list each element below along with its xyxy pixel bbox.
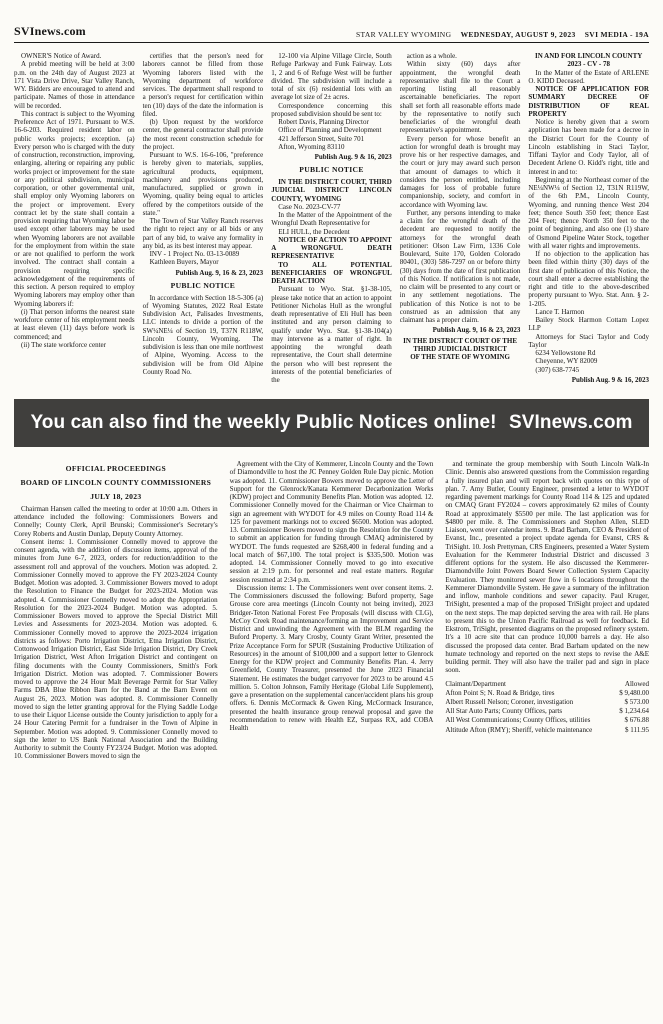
proceedings-column-2 [230, 460, 434, 761]
text-paragraph: Robert Davis, Planning Director [278, 118, 369, 126]
dateline-edition: SVI MEDIA - 19A [584, 30, 649, 39]
text-paragraph: This contract is subject to the Wyoming Preference Act of 1971. Pursuant to W.S. 16-6-203. Required resident labor on public works projects; exception. (a) Every person who is charged with the duty of construction, reconstruction, improving, enlarging, altering or repairing any public works project or improvement for the state or any political subdivision, municipal corporation, or other governmental unit, shall employ only Wyoming laborers on the project or improvement. Every contract let by the state shall contain a provision requiring that Wyoming labor be used except other laborers may be used when Wyoming laborers are not available for the employment from within the state or are not qualified to perform the work involved. The contract shall contain a provision requiring specific acknowledgement of the requirements of this section. A person required to employ Wyoming laborers may employ other than Wyoming laborers if: [14, 109, 135, 308]
claims-header-allowed: Allowed [624, 679, 650, 688]
text-paragraph: Chairman Hansen called the meeting to order at 10:00 a.m. Others in attendance included the following: Commissioners Bowers and Connelly; County Clerk, April Brunski; Commissioner's Secretary's Corey Roberts and Austin Dunlap, Deputy County Attorney. [14, 504, 218, 538]
dateline-date: WEDNESDAY, AUGUST 9, 2023 [460, 30, 576, 39]
text-paragraph: A prebid meeting will be held at 3:00 p.m. on the 24th day of August 2023 at 171 Vista Drive Drive, Star Valley Ranch, WY. Bidders are encouraged to attend and participate. Names of those in attendance will be recorded. [14, 60, 135, 110]
claims-header-claimant: Claimant/Department [445, 679, 506, 688]
text-paragraph: certifies that the person's need for laborers cannot be filled from those Wyoming laborers listed with the Wyoming department of workforce services. The department shall respond to a person's request for certification within ten (10) days of the date the information is filed. [142, 52, 264, 118]
notice-column-5 [528, 52, 649, 386]
text-paragraph: Pursuant to Wyo. Stat. §1-38-105, please take notice that an action to appoint Petitioner Nicholas Hull as the wrongful death representative of Eli Hull has been instituted and any person claiming to qualify under Wyo. Stat. §1-38-104(a) may intervene as a matter of right. In appointing the wrongful death representative, the Court shall determine the person who will best represent the interests of the potential beneficiaries of the [271, 285, 392, 385]
banner-message: You can also find the weekly Public Notices online! [30, 412, 497, 433]
dateline-location: STAR VALLEY WYOMING [355, 30, 452, 39]
publish-line: Publish Aug. 9, 16 & 23, 2023 [175, 268, 264, 277]
banner-site-url: SVInews.com [508, 412, 633, 433]
text-paragraph: In accordance with Section 18-5-306 (a) of Wyoming Statutes, 2022 Real Estate Subdivision Act, Palisades Investments, LLC intends to divide a portion of the SW¼NE¼ of Section 19, T37N R118W, Lincoln County, Wyoming. The subdivision is less than one mile northwest of Alpine, Wyoming. Access to the subdivision will be from Old Alpine County Road No. [142, 293, 264, 376]
text-paragraph: 6234 Yellowstone Rd [535, 349, 596, 357]
text-paragraph: Beginning at the Northeast corner of the NE¼NW¼ of Section 12, T31N R119W, of the 6th P.M., Lincoln County, Wyoming, and running thence West 204 feet; thence South 350 feet; thence East 204 Feet; thence North 350 feet to the point of beginning, and also one (1) share of Osmond Pipeline Water Stock, together with all water rights and improvements. [528, 175, 649, 250]
text-paragraph: 12-100 via Alpine Village Circle, South Refuge Parkway and Funk Fairway. Lots 1, 2 and 6 of Refuge West will be further divided. The subdivision will include a total of six (6) residential lots with an average lot size of 2± acres. [271, 52, 392, 102]
text-paragraph: IN THE DISTRICT COURT OF THE THIRD JUDICIAL DISTRICT [403, 336, 518, 353]
publish-line: Publish Aug. 9 & 16, 2023 [571, 375, 649, 384]
claim-name: Afton Point S; N. Road & Bridge, tires [445, 688, 555, 697]
notice-column-1 [14, 52, 135, 386]
text-paragraph: NOTICE OF ACTION TO APPOINT A WRONGFUL DEATH REPRESENTATIVE [271, 235, 392, 261]
text-paragraph: Afton, Wyoming 83110 [278, 142, 345, 151]
text-paragraph: Kathleen Buyers, Mayor [149, 258, 219, 267]
claim-row [445, 726, 649, 735]
text-paragraph: In the Matter of the Appointment of the Wrongful Death Representative for [271, 211, 392, 228]
text-paragraph: Consent items: 1. Commissioner Connelly moved to approve the consent agenda, with the addition of discussion items, approval of the minutes from June 6-7, 2023, orders for reduction/addition to the assessment roll and approval of the vouchers. Motion was adopted. 2. Commissioner Connelly moved to approve the FY 2023-2024 County Budget. Motion was adopted. 3. Commissioner Bowers moved to adopt the Resolution to Finance the Budget for 2023-2024. Motion was adopted. 4. Commissioner Connelly moved to adopt the Appropriation Resolution for the 2023-2024 Budget. Motion was adopted. 5. Commissioner Bowers moved to approve the Special District Mill Levies and Assessments for 2023-2034. Motion was adopted. 6. Commissioner Connelly moved to approve the 2023-2024 irrigation districts as follows: Porto Irrigation District, Etna Irrigation District, Cottonwood Irrigation District, East Side Irrigation District, Dry Creek Irrigation District, West Afton Irrigation District and contingent on filing documents with the County Commissioners, Smith's Fork Irrigation District. Motion was adopted. 7. Commissioner Bowers moved to approve the 24 Hour Malt Beverage Permit for Star Valley Farms DBA Blue Ribbon Barn for the Band at the Barn Event on August 26, 2023. Motion was adopted. 8. Commissioner Connelly moved to sign the letter granting approval for the Flying Saddle Lodge to use their Liquor License outside the County jurisdiction to apply for a 24 Hour Catering Permit for a fundraiser in the Town of Alpine in September. Motion was adopted. 9. Commissioner Connelly moved to sign the letter to US Bank National Association and the Building Authority to submit the County FY23/24 Budget. Motion was adopted. 10. Commissioner Bowers moved to sign the [14, 537, 218, 761]
claim-name: Altitude Afton (RMY); Sheriff, vehicle maintenance [445, 725, 593, 734]
claim-amount: $ 676.88 [624, 716, 650, 725]
claim-name: Albert Russell Nelson; Coroner, investigation [445, 697, 574, 706]
notice-column-3 [271, 52, 392, 386]
text-paragraph: ELI HULL, the Decedent [278, 227, 350, 236]
section-heading: PUBLIC NOTICE [299, 165, 364, 175]
text-paragraph: IN AND FOR LINCOLN COUNTY [535, 52, 643, 60]
claim-row [445, 716, 649, 725]
claim-amount: $ 111.95 [625, 725, 650, 734]
claim-amount: $ 1,234.64 [619, 707, 650, 716]
text-paragraph: (i) That person informs the nearest state workforce center of his employment needs at least eleven (11) days before work is commenced; and [14, 307, 135, 341]
public-notices-section [14, 52, 649, 386]
claim-name: All Star Auto Parts; County Offices, parts [445, 707, 563, 716]
section-heading: OFFICIAL PROCEEDINGS [65, 464, 166, 473]
claim-row [445, 707, 649, 716]
site-logo: SVInews.com [14, 24, 86, 38]
section-heading: JULY 18, 2023 [90, 491, 142, 501]
text-paragraph: Cheyenne, WY 82009 [535, 357, 598, 366]
text-paragraph: Case No. 2023-CV-77 [278, 202, 341, 211]
header-rule [14, 42, 649, 43]
text-paragraph: Further, any persons intending to make a claim for the wrongful death of the decedent are requested to notify the attorneys for the wrongful death petitioner: Olson Law Firm, 1336 Cole Boulevard, Suite 170, Golden Colorado 80401, (303) 586-7297 on or before thirty (30) days from the date of first publication of this Notice. If notification is not made, no claim will be presented to any court or in any settlement negotiations. The publication of this Notice is not to be construed as an admission that any claimant has a proper claim. [399, 208, 521, 324]
text-paragraph: Within sixty (60) days after appointment, the wrongful death representative shall file to the Court a reporting listing all reasonably ascertainable beneficiaries. The report shall set forth all reasonable efforts made by the representative to notify such beneficiaries of the wrongful death representative's appointment. [399, 60, 521, 135]
text-paragraph: INV - 1 Project No. 03-13-0089 [149, 250, 240, 258]
text-paragraph: Notice is hereby given that a sworn application has been made for a decree in the District Court for the County of Lincoln establishing in Staci Taylor, Tiffani Taylor and Cody Taylor, all of Decedent Arlene O. Kidd's right, title and interest in and to: [528, 118, 649, 176]
text-paragraph: Discussion items: 1. The Commissioners went over consent items. 2. The Commissioners discussed the following: Buford property, Sage Grouse core area meetings (Lincoln County not being invited), 2023 Bridger-Teton National Forest Fee Proposals (will discuss with CLG), McCoy Creek Road maintenance/forming an Improvement and Service District and unwinding the Agreement with the BLM regarding the Buford Property. 3. Mary Crosby, County Grant Writer, presented the Prize Acceptance Form for SPUR (Sustaining Productive Utilization of Resources) in the amount of $100,000 and a support letter to Glenrock Energy for the KDW project and Community Benefits Plan. 4. Jerry Greenfield, County Treasurer, presented the June 2023 Financial Statement. He estimates the budget carryover for 2023 to be around 4.5 million. 5. Colton Johnson, Family Heritage (Global Life Supplement), gave a presentation on the supplemental cancer/accident plans his group offers. 6. Dennis McCormack & Gwen King, McCormack Insurance, presented the health insurance group renewal proposal and gave the recommendation to renew with Health EZ, Surpass RX, add COBA Health [229, 583, 434, 732]
text-paragraph: (307) 638-7745 [535, 365, 580, 374]
text-paragraph: Pursuant to W.S. 16-6-106, "preference is hereby given to materials, supplies, agricultural products, equipment, machinery and provisions produced, manufactured, supplied or grown in Wyoming, quality being equal to articles offered by the competitors outside of the state." [142, 151, 264, 217]
text-paragraph: Office of Planning and Development [278, 126, 382, 135]
text-paragraph: Correspondence concerning this proposed subdivision should be sent to: [271, 101, 392, 118]
section-heading: BOARD OF LINCOLN COUNTY COMMISSIONERS [20, 477, 212, 487]
publish-line: Publish Aug. 9, 16 & 23, 2023 [432, 326, 521, 335]
text-paragraph: If no objection to the application has been filed within thirty (30) days of the first date of publication of this Notice, the court shall enter a decree establishing the right and title to the above-described property pursuant to Wyo. Stat. Ann. § 2-1-205. [528, 250, 649, 308]
claims-table [445, 680, 649, 735]
county-proceedings-section [14, 460, 649, 761]
notice-column-4 [400, 52, 521, 386]
text-paragraph: action as a whole. [406, 52, 457, 60]
claim-row [445, 689, 649, 698]
text-paragraph: Attorneys for Staci Taylor and Cody Taylor [528, 332, 649, 349]
text-paragraph: Lance T. Harmon [535, 307, 585, 316]
claim-amount: $ 9,480.00 [619, 688, 650, 697]
text-paragraph: Bailey Stock Harmon Cottam Lopez LLP [528, 316, 649, 333]
text-paragraph: NOTICE OF APPLICATION FOR SUMMARY DECREE OF DISTRIBUTION OF REAL PROPERTY [528, 85, 649, 118]
claims-rows [445, 689, 649, 735]
section-heading: PUBLIC NOTICE [170, 280, 236, 290]
dateline [356, 30, 649, 39]
text-paragraph: (b) Upon request by the workforce center, the general contractor shall provide the most recent construction schedule for the project. [142, 118, 264, 151]
text-paragraph: The Town of Star Valley Ranch reserves the right to reject any or all bids or any part of any bid, to waive any formality in any bid, as its best interest may appear. [142, 217, 264, 250]
claim-amount: $ 573.00 [624, 697, 650, 706]
masthead [14, 24, 649, 42]
text-paragraph: Every person for whose benefit an action for wrongful death is brought may prove his or her respective damages, and the court or jury may award such person that amount of damages to which it considers the person entitled, including damages for loss of probable future companionship, society, and comfort in accordance with Wyoming law. [399, 134, 521, 209]
text-paragraph: 421 Jefferson Street, Suite 701 [278, 134, 365, 143]
proceedings-column-1 [14, 460, 218, 761]
notice-column-2 [143, 52, 264, 386]
claim-row [445, 698, 649, 707]
text-paragraph: OF THE STATE OF WYOMING [410, 353, 510, 361]
text-paragraph: 2023 - CV - 78 [567, 60, 610, 69]
text-paragraph: IN THE DISTRICT COURT, THIRD JUDICIAL DISTRICT LINCOLN COUNTY, WYOMING [271, 178, 392, 203]
claim-name: All West Communications; County Offices, utilities [445, 716, 591, 725]
proceedings-column-3 [445, 460, 649, 761]
text-paragraph: Agreement with the City of Kemmerer, Lincoln County and the Town of Diamondville to host the JC Penney Golden Rule Day picnic. Motion was adopted. 11. Commissioner Bowers moved to approve the Letter of Support for the Glenrock/Kanata Kemmerer Decarbonization Works (KDW) project and Community Benefits Plan. Motion was adopted. 12. Commissioner Connelly moved for the Chairman or Vice Chairman to sign an agreement with WYDOT for 4.9 miles on County Road 114 & 125 for pavement markings not to exceed $6500. Motion was adopted. 13. Commissioner Bowers moved to sign the Resolution for the County to submit an application for funding through CMAQ administered by WYDOT. The funds requested are $268,400 in federal funding and a local match of $67,100. The total project is $335,500. Motion was adopted. 14. Commissioner Connelly moved to go into executive session at 2:19 p.m. for personnel and real estate matters. Regular session resumed at 2:34 p.m. [229, 460, 434, 584]
public-notices-online-banner [14, 399, 649, 447]
text-paragraph: In the Matter of the Estate of ARLENE O. KIDD Deceased. [528, 68, 649, 85]
text-paragraph: (ii) The state workforce center [21, 340, 106, 349]
claims-table-header [445, 680, 649, 689]
proceedings-column-3-text [445, 460, 649, 675]
text-paragraph: OWNER'S Notice of Award. [21, 52, 102, 60]
text-paragraph: and terminate the group membership with South Lincoln Walk-In Clinic. Dennis also answered questions from the Commission regarding a fully insured plan and will report back with quotes on this type of plan. 7. Amy Butler, County Engineer, presented a letter to WYDOT regarding pavement markings for County Road 114 & 125 and updated on CMAQ Grant FY2024 – covers approximately 62 miles of County Road at approximately $5500 per mile. The last application was for $4800 per mile. 8. The Commissioners and Stephen Allen, SLED Liaison, went over calendar items. 9. Brad Barham, CEO & President of Evanst, Inc., presented a project update agenda for Evanst, CRS & TriSight. 10. Josh Prettyman, CRS Engineers, presented a Water System Evaluation for the Kemmerer Industrial District and discussed 3 different options for the system. He also discussed the Kemmerer-Diamondville Joint Powers Board Sewer Collection System Capacity Evaluation. They monitored sewer flow in 6 locations throughout the Kemmerer Diamondville System. He gave a summary of the infiltration and inflow, manhole conditions and sewer capacity. Paul Kruger, TriSight, presented a map of the proposed TriSight project and updated on the next steps. The map depicted serving the area with rail. He plans to present this to the Union Pacific Railroad as well for feedback. Ed Ekstrom, TriSight, presented diagrams on the proposed refinery system. It's a 10 acre site that can produce 10,000 barrels a day. He also discussed the proposed data center. Brad Barham updated on the new humate technology and reported on the next steps to revise the A&E building permit. They will also have the trailer pad and sign in place soon. [445, 460, 650, 675]
publish-line: Publish Aug. 9 & 16, 2023 [314, 153, 392, 161]
text-paragraph: TO ALL POTENTIAL BENEFICIARIES OF WRONGFUL DEATH ACTION [271, 260, 392, 286]
